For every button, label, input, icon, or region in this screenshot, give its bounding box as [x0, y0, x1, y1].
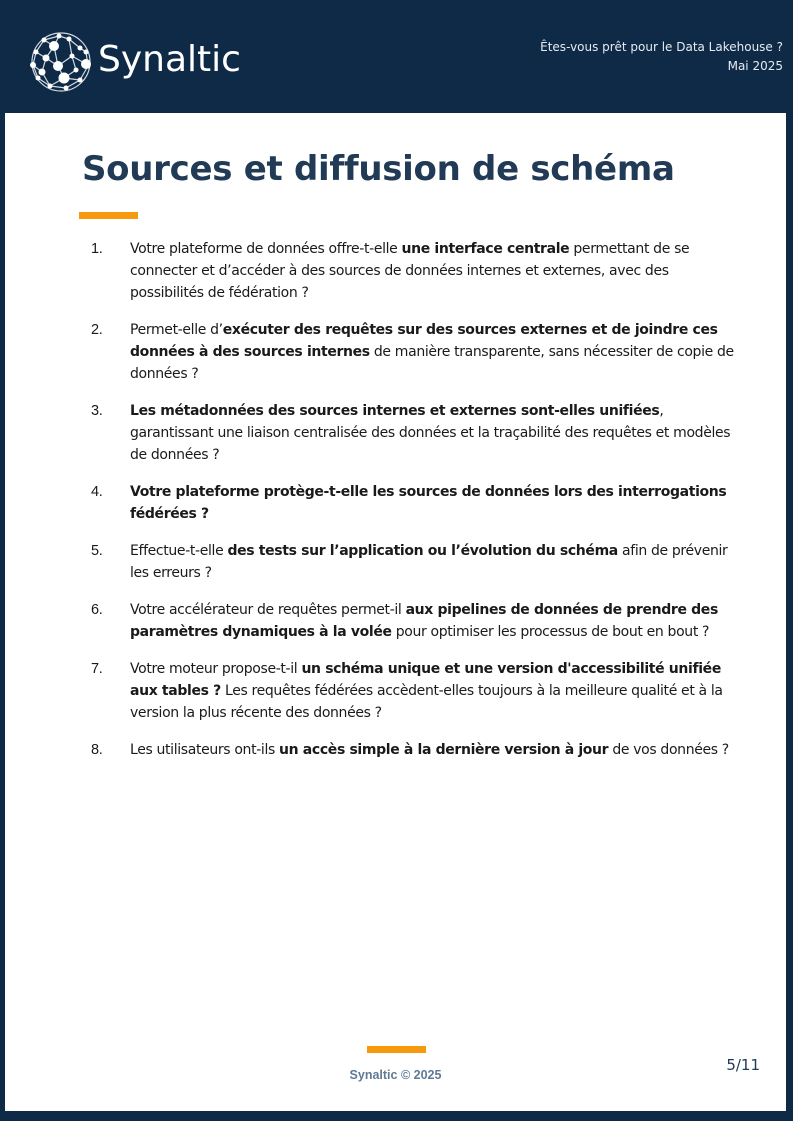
question-segment: afin de prévenir les erreurs ? — [130, 543, 728, 581]
question-segment: Permet-elle d’ — [130, 322, 223, 338]
question-item — [91, 238, 741, 304]
question-number: 4. — [91, 484, 103, 500]
document-meta — [540, 38, 783, 76]
question-segment: , garantissant une liaison centralisée des données et la traçabilité des requêtes et modèles de données ? — [130, 403, 731, 463]
document-date: Mai 2025 — [727, 59, 783, 73]
question-text — [130, 481, 741, 525]
question-segment: Votre accélérateur de requêtes permet-il — [130, 602, 406, 618]
question-text — [130, 739, 741, 761]
question-item — [91, 481, 741, 525]
question-text — [130, 540, 741, 584]
question-segment: Effectue-t-elle — [130, 543, 228, 559]
question-segment: de manière transparente, sans nécessiter de copie de données ? — [130, 344, 734, 382]
question-number: 5. — [91, 543, 103, 559]
brand-logo — [28, 28, 241, 94]
question-segment: Votre moteur propose-t-il — [130, 661, 302, 677]
document-subtitle: Êtes-vous prêt pour le Data Lakehouse ? — [540, 40, 783, 54]
question-emphasis: des tests sur l’application ou l’évolution du schéma — [227, 543, 618, 559]
question-emphasis: exécuter des requêtes sur des sources externes et de joindre ces données à des sources internes — [130, 322, 718, 360]
question-emphasis: aux pipelines de données de prendre des paramètres dynamiques à la volée — [130, 602, 718, 640]
network-sphere-icon — [28, 28, 94, 94]
question-item — [91, 540, 741, 584]
question-emphasis: une interface centrale — [401, 241, 570, 257]
question-item — [91, 739, 741, 761]
question-text — [130, 319, 741, 385]
question-number: 1. — [91, 241, 103, 257]
page-title: Sources et diffusion de schéma — [82, 149, 675, 189]
question-item — [91, 658, 741, 724]
question-emphasis: un schéma unique et une version d'accessibilité unifiée aux tables ? — [130, 661, 721, 699]
question-segment: permettant de se connecter et d’accéder à des sources de données internes et externes, avec des possibilités de fédération ? — [130, 241, 690, 301]
question-number: 2. — [91, 322, 103, 338]
question-segment: pour optimiser les processus de bout en bout ? — [391, 624, 710, 640]
footer-copyright: Synaltic © 2025 — [349, 1068, 442, 1082]
page-content — [5, 113, 786, 1111]
question-text — [130, 658, 741, 724]
title-accent-bar — [79, 212, 138, 219]
question-segment: Les utilisateurs ont-ils — [130, 742, 280, 758]
question-item — [91, 599, 741, 643]
question-text — [130, 599, 741, 643]
header — [0, 0, 793, 113]
question-item — [91, 319, 741, 385]
question-segment: Les requêtes fédérées accèdent-elles toujours à la meilleure qualité et à la version la plus récente des données ? — [130, 683, 723, 721]
question-number: 6. — [91, 602, 103, 618]
page-number: 5/11 — [726, 1056, 760, 1074]
question-emphasis: un accès simple à la dernière version à jour — [279, 742, 609, 758]
question-emphasis: Les métadonnées des sources internes et externes sont-elles unifiées — [130, 403, 660, 419]
footer-accent-bar — [367, 1046, 426, 1053]
question-segment: Votre plateforme de données offre-t-elle — [130, 241, 402, 257]
question-text — [130, 400, 741, 466]
question-segment: de vos données ? — [608, 742, 729, 758]
question-item — [91, 400, 741, 466]
brand-name: Synaltic — [98, 38, 241, 80]
question-list — [91, 238, 741, 776]
question-text — [130, 238, 741, 304]
question-number: 3. — [91, 403, 103, 419]
question-emphasis: Votre plateforme protège-t-elle les sources de données lors des interrogations fédérées ? — [130, 484, 727, 522]
question-number: 7. — [91, 661, 103, 677]
question-number: 8. — [91, 742, 103, 758]
